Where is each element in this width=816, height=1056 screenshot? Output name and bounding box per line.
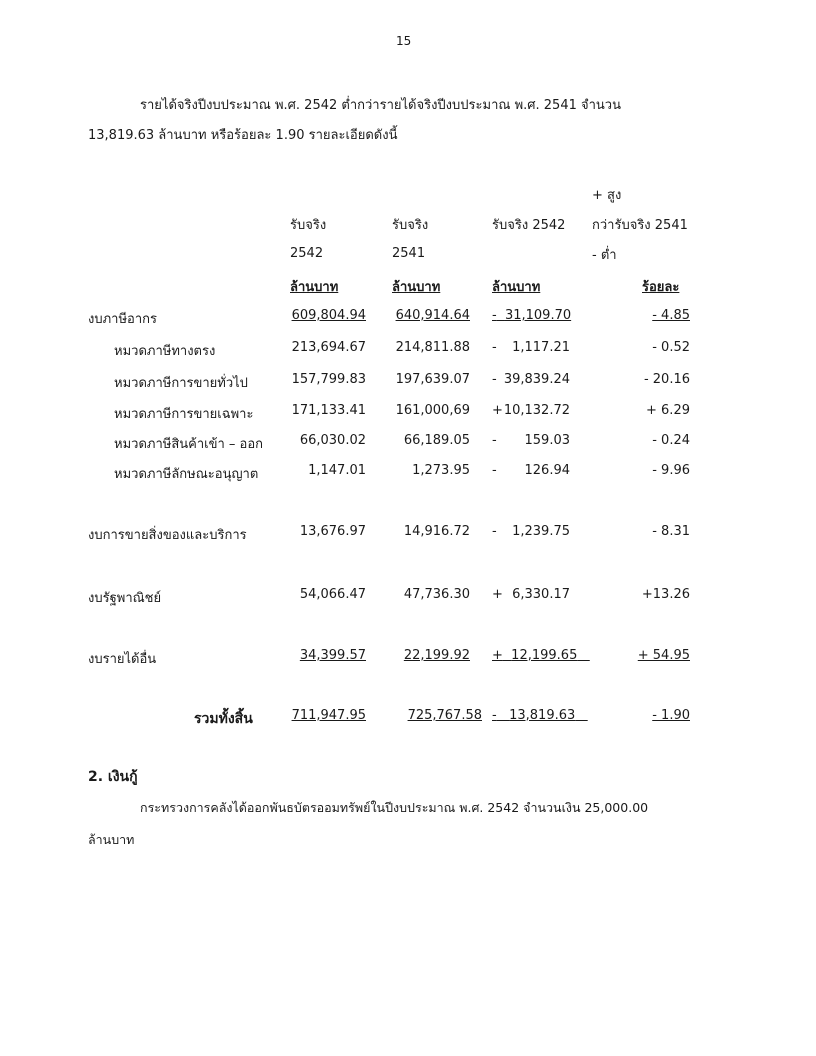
cell-2542: 157,799.83 — [291, 372, 366, 387]
cell-diff-sign: + — [492, 587, 503, 602]
cell-2541: 22,199.92 — [403, 648, 470, 663]
cell-2542: 54,066.47 — [299, 587, 366, 602]
total-2541: 725,767.58 — [407, 708, 482, 723]
intro-line-2: 13,819.63 ล้านบาท หรือร้อยละ 1.90 รายละเอียดดังนี้ — [88, 128, 398, 143]
col4-header-line1: + สูง — [592, 188, 622, 203]
cell-diff-value: 31,109.70 — [504, 308, 572, 323]
cell-pct: - 20.16 — [643, 372, 690, 387]
cell-diff-value: 159.03 — [524, 433, 570, 448]
cell-diff — [492, 308, 570, 323]
total-2542: 711,947.95 — [291, 708, 366, 723]
cell-pct: - 0.52 — [652, 340, 690, 355]
cell-pct: + 6.29 — [646, 403, 690, 418]
col2-header-line2: 2541 — [392, 246, 426, 261]
cell-diff-value: 6,330.17 — [512, 587, 570, 602]
cell-diff-value: 10,132.72 — [503, 403, 570, 418]
cell-2542: 66,030.02 — [299, 433, 366, 448]
intro-line-1: รายได้จริงปีงบประมาณ พ.ศ. 2542 ต่ำกว่ารายได้จริงปีงบประมาณ พ.ศ. 2541 จำนวน — [140, 98, 621, 113]
row-label: งบการขายสิ่งของและบริการ — [88, 528, 247, 543]
section-2-line-1: กระทรวงการคลังได้ออกพันธบัตรออมทรัพย์ในปีงบประมาณ พ.ศ. 2542 จำนวนเงิน 25,000.00 — [140, 800, 649, 815]
row-label: หมวดภาษีสินค้าเข้า – ออก — [114, 437, 264, 452]
cell-diff-sign: - — [492, 372, 497, 387]
cell-2541: 214,811.88 — [395, 340, 470, 355]
cell-diff-sign: - — [492, 308, 497, 323]
total-pct: - 1.90 — [652, 708, 690, 723]
col4-header-line3: - ต่ำ — [592, 248, 617, 263]
row-label: หมวดภาษีการขายทั่วไป — [114, 376, 248, 391]
row-label: หมวดภาษีการขายเฉพาะ — [114, 407, 254, 422]
row-label: หมวดภาษีทางตรง — [114, 344, 216, 359]
cell-diff-value: 1,117.21 — [512, 340, 570, 355]
cell-diff-sign: - — [492, 463, 497, 478]
page-number: 15 — [396, 34, 412, 48]
cell-2542: 13,676.97 — [299, 524, 366, 539]
cell-2541: 47,736.30 — [403, 587, 470, 602]
col4-unit: ร้อยละ — [642, 280, 680, 295]
cell-2541: 1,273.95 — [412, 463, 470, 478]
row-label: งบภาษีอากร — [88, 312, 157, 327]
cell-2542: 609,804.94 — [291, 308, 366, 323]
col2-unit: ล้านบาท — [392, 280, 441, 295]
total-label: รวมทั้งสิ้น — [194, 711, 253, 727]
col1-header-line1: รับจริง — [290, 218, 327, 233]
row-label: หมวดภาษีลักษณะอนุญาต — [114, 467, 259, 482]
cell-diff-value: 39,839.24 — [503, 372, 570, 387]
section-2-line-2: ล้านบาท — [88, 832, 135, 847]
total-diff-sign: - — [492, 708, 497, 723]
col3-header-line1: รับจริง 2542 — [492, 218, 566, 233]
cell-2542: 34,399.57 — [299, 648, 366, 663]
cell-diff-value: 12,199.65 — [511, 648, 578, 663]
cell-2541: 14,916.72 — [403, 524, 470, 539]
cell-diff-sign: - — [492, 433, 497, 448]
section-2-title: 2. เงินกู้ — [88, 769, 138, 785]
row-label: งบรายได้อื่น — [88, 652, 157, 667]
cell-pct: - 8.31 — [652, 524, 690, 539]
cell-pct: - 9.96 — [652, 463, 690, 478]
total-diff — [492, 708, 592, 723]
cell-2541: 640,914.64 — [395, 308, 470, 323]
row-label: งบรัฐพาณิชย์ — [88, 591, 162, 606]
cell-pct: +13.26 — [641, 587, 690, 602]
total-diff-value: 13,819.63 — [509, 708, 576, 723]
cell-2541: 161,000,69 — [395, 403, 470, 418]
cell-2542: 171,133.41 — [291, 403, 366, 418]
cell-diff-sign: - — [492, 340, 497, 355]
cell-pct: - 4.85 — [652, 308, 690, 323]
col2-header-line1: รับจริง — [392, 218, 429, 233]
col1-unit: ล้านบาท — [290, 280, 339, 295]
col4-header-line2: กว่ารับจริง 2541 — [592, 218, 688, 233]
cell-pct: + 54.95 — [637, 648, 690, 663]
cell-2542: 213,694.67 — [291, 340, 366, 355]
cell-2542: 1,147.01 — [308, 463, 366, 478]
col3-unit: ล้านบาท — [492, 280, 541, 295]
cell-diff-sign: - — [492, 524, 497, 539]
col1-header-line2: 2542 — [290, 246, 324, 261]
cell-diff-sign: + — [492, 648, 503, 663]
cell-diff-sign: + — [492, 403, 503, 418]
cell-diff-value: 126.94 — [524, 463, 570, 478]
cell-pct: - 0.24 — [652, 433, 690, 448]
cell-diff-value: 1,239.75 — [512, 524, 570, 539]
cell-2541: 197,639.07 — [395, 372, 470, 387]
cell-2541: 66,189.05 — [403, 433, 470, 448]
cell-diff — [492, 648, 592, 663]
